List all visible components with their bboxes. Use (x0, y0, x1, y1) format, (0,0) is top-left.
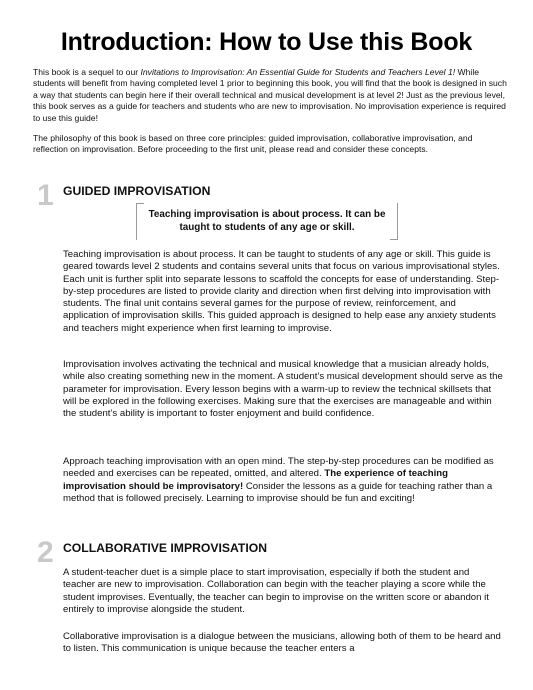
page-title: Introduction: How to Use this Book (60, 28, 473, 56)
intro-paragraph-2: The philosophy of this book is based on three core principles: guided improvisation, collaborative improvisation, and reflection on improvisation. Before proceeding to the first unit, please read and consider these concepts. (33, 133, 473, 155)
book-title-reference: Invitations to Improvisation: An Essential Guide for Students and Teachers Level 1! (140, 67, 456, 77)
section-1-paragraph-1: Teaching improvisation is about process. It can be taught to students of any age or skill. This guide is geared towards level 2 students and contains several units that focus on various improvisational styles. Each unit is further split into separate lessons to scaffold the concepts for ease of understanding. Step-by-step procedures are listed to provide clarity and direction when first delving into improvisation with students. The final unit contains several games for the purpose of review, reinforcement, and application of improvisation skills. This guided approach is designed to help ease any anxiety students and teachers might experience when first learning to improvise. (63, 249, 500, 334)
intro-text-end: While students will benefit from having completed level 1 prior to beginning this book, you will find that the book is designed in such a way that students can begin here if their overall technical and musical development is at level 2! Just as the previous level, this book serves as a guide for teachers and students who are new to improvisation. No improvisation experience is required to use this guide! (33, 67, 507, 123)
section-1-paragraph-2: Improvisation involves activating the technical and musical knowledge that a musician already holds, while also creating something new in the moment. A student’s musical development should serve as the parameter for improvisation. Every lesson begins with a warm-up to review the technical skillsets that will be explored in the following exercises. Making sure that the exercises are manageable and within the student’s ability is important to foster enjoyment and build confidence. (63, 359, 503, 420)
paragraph-text-start: Approach teaching improvisation with an open mind. The step-by-step procedures can be modified as needed and exercises can be repeated, omitted, and altered. (63, 456, 494, 480)
paragraph-text-end: Consider the lessons as a guide for teaching rather than a method that is followed precisely. Learning to improvise should be fun and exciting! (63, 480, 493, 504)
pull-quote-text: Teaching improvisation is about process. It can be taught to students of any age or skill. (148, 209, 386, 233)
emphasis-text: The experience of teaching improvisation should be improvisatory! (63, 468, 449, 492)
section-2-heading: COLLABORATIVE IMPROVISATION (63, 541, 268, 555)
section-2-number: 2 (37, 536, 54, 569)
intro-text-start: This book is a sequel to our (33, 67, 141, 77)
section-1-number: 1 (37, 179, 54, 212)
intro-paragraph-1 (33, 67, 507, 124)
pull-quote-bracket-left (136, 203, 144, 240)
section-1-heading: GUIDED IMPROVISATION (63, 184, 211, 198)
pull-quote-bracket-right (390, 203, 398, 240)
pull-quote (136, 203, 398, 240)
section-1-paragraph-3 (63, 456, 503, 505)
section-2-paragraph-1: A student-teacher duet is a simple place to start improvisation, especially if both the student and teacher are new to improvisation. Collaboration can begin with the teacher playing a score while the student improvises. Eventually, the teacher can begin to improvise on the written score or abandon it entirely to improvise alongside the student. (63, 567, 489, 615)
section-2-paragraph-2: Collaborative improvisation is a dialogue between the musicians, allowing both of them to be heard and to listen. This communication is unique because the teacher enters a (63, 631, 501, 655)
